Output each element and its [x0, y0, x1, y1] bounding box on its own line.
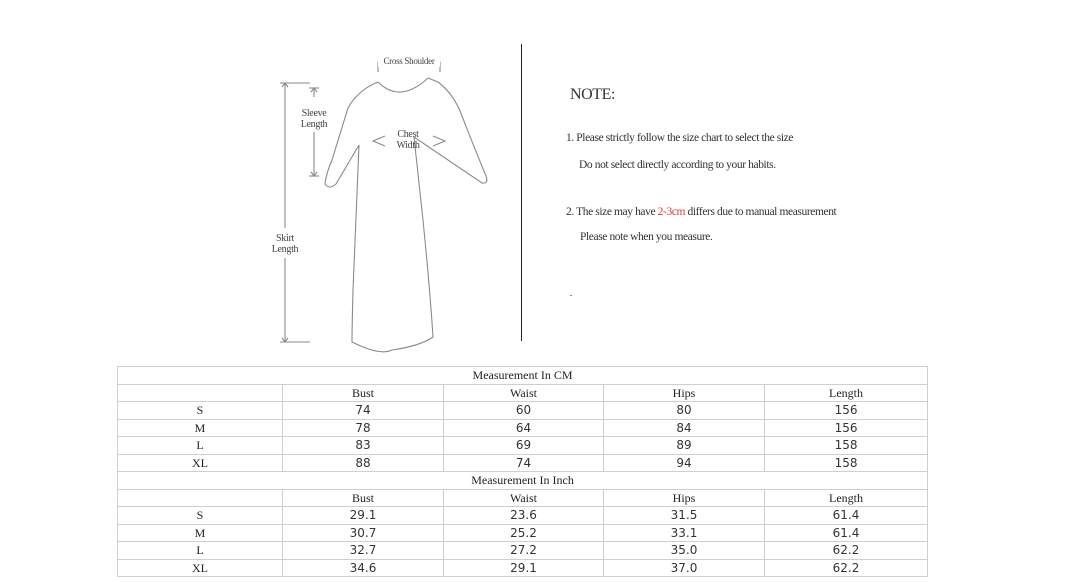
- note-line-3-start: 2. The size may have: [566, 206, 658, 218]
- value-cell: 78: [283, 419, 444, 437]
- table-row: [118, 437, 928, 455]
- header-cell: Length: [765, 489, 928, 507]
- tolerance-highlight: 2-3cm: [657, 206, 686, 218]
- cross-shoulder-label: Cross Shoulder: [378, 56, 440, 67]
- size-cell: XL: [118, 559, 283, 577]
- note-line-1: 1. Please strictly follow the size chart to select the size: [566, 132, 794, 144]
- dress-diagram: [260, 50, 500, 360]
- note-line-2: Do not select directly according to your habits.: [579, 159, 776, 171]
- header-cell: Length: [765, 384, 928, 402]
- header-cell: [118, 384, 283, 402]
- size-cell: M: [118, 524, 283, 542]
- value-cell: 74: [444, 454, 604, 472]
- note-line-4: Please note when you measure.: [580, 231, 713, 243]
- value-cell: 64: [444, 419, 604, 437]
- header-cell: Waist: [444, 489, 604, 507]
- value-cell: 94: [604, 454, 765, 472]
- value-cell: 62.2: [765, 559, 928, 577]
- header-cell: Bust: [283, 489, 444, 507]
- stray-dot: [570, 295, 572, 296]
- value-cell: 31.5: [604, 507, 765, 525]
- value-cell: 80: [604, 402, 765, 420]
- value-cell: 158: [765, 437, 928, 455]
- value-cell: 156: [765, 402, 928, 420]
- cm-table-title: Measurement In CM: [118, 367, 928, 385]
- value-cell: 34.6: [283, 559, 444, 577]
- size-cell: L: [118, 437, 283, 455]
- note-title: NOTE:: [570, 86, 616, 103]
- size-cell: XL: [118, 454, 283, 472]
- value-cell: 74: [283, 402, 444, 420]
- value-cell: 158: [765, 454, 928, 472]
- value-cell: 69: [444, 437, 604, 455]
- table-row: [118, 454, 928, 472]
- dress-outline-icon: [260, 50, 500, 360]
- value-cell: 29.1: [444, 559, 604, 577]
- inch-header-row: [118, 489, 928, 507]
- header-cell: Hips: [604, 384, 765, 402]
- value-cell: 27.2: [444, 542, 604, 560]
- value-cell: 84: [604, 419, 765, 437]
- value-cell: 61.4: [765, 507, 928, 525]
- table-row: [118, 559, 928, 577]
- size-chart-table: [117, 366, 928, 577]
- value-cell: 62.2: [765, 542, 928, 560]
- value-cell: 25.2: [444, 524, 604, 542]
- note-line-3: [566, 206, 836, 218]
- value-cell: 89: [604, 437, 765, 455]
- value-cell: 88: [283, 454, 444, 472]
- value-cell: 33.1: [604, 524, 765, 542]
- inch-table-title: Measurement In Inch: [118, 472, 928, 490]
- table-row: [118, 542, 928, 560]
- vertical-divider: [521, 44, 522, 341]
- cm-header-row: [118, 384, 928, 402]
- value-cell: 60: [444, 402, 604, 420]
- table-row: [118, 402, 928, 420]
- header-cell: Hips: [604, 489, 765, 507]
- inch-title-row: [118, 472, 928, 490]
- table-row: [118, 419, 928, 437]
- chest-width-label: Chest Width: [396, 129, 420, 151]
- header-cell: [118, 489, 283, 507]
- value-cell: 61.4: [765, 524, 928, 542]
- header-cell: Waist: [444, 384, 604, 402]
- size-cell: L: [118, 542, 283, 560]
- value-cell: 23.6: [444, 507, 604, 525]
- value-cell: 29.1: [283, 507, 444, 525]
- cm-title-row: [118, 367, 928, 385]
- value-cell: 32.7: [283, 542, 444, 560]
- sleeve-length-label: Sleeve Length: [300, 108, 328, 130]
- value-cell: 83: [283, 437, 444, 455]
- value-cell: 30.7: [283, 524, 444, 542]
- value-cell: 35.0: [604, 542, 765, 560]
- skirt-length-label: Skirt Length: [271, 233, 299, 255]
- size-cell: M: [118, 419, 283, 437]
- value-cell: 37.0: [604, 559, 765, 577]
- size-cell: S: [118, 507, 283, 525]
- value-cell: 156: [765, 419, 928, 437]
- table-row: [118, 524, 928, 542]
- header-cell: Bust: [283, 384, 444, 402]
- size-cell: S: [118, 402, 283, 420]
- table-row: [118, 507, 928, 525]
- note-line-3-end: differs due to manual measurement: [685, 206, 837, 218]
